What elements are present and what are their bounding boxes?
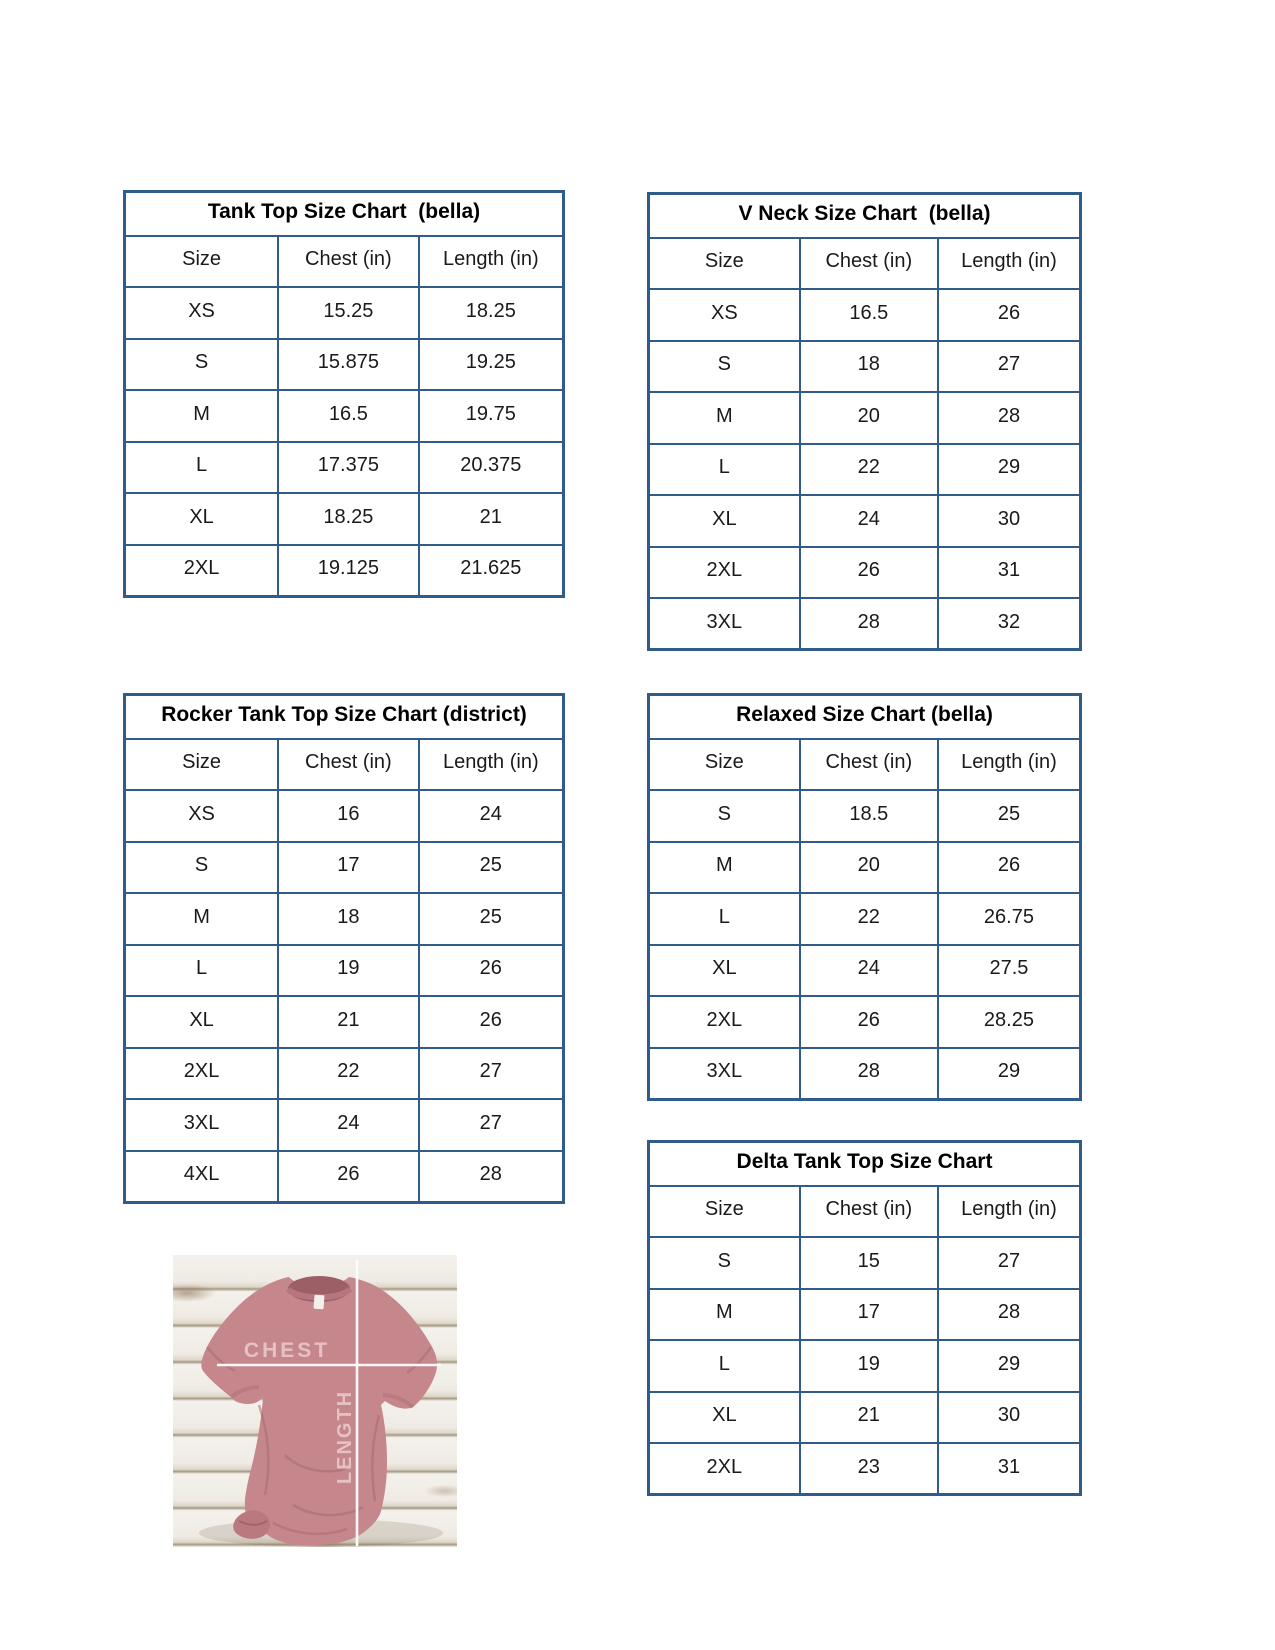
chest-cell: 18 [800,341,938,393]
delta-tank-top-row-m [649,1289,1081,1341]
delta-tank-top-header-row [649,1186,1081,1238]
size-cell: M [649,392,800,444]
relaxed-title-row [649,695,1081,739]
chest-cell: 24 [800,945,938,997]
length-cell: 19.25 [419,339,564,391]
rocker-tank-top-row-xs [125,790,564,842]
relaxed-row-3xl [649,1048,1081,1100]
v-neck-row-xl [649,495,1081,547]
size-cell: XL [125,493,279,545]
relaxed-table [647,693,1082,1101]
rocker-tank-top-row-m [125,893,564,945]
delta-tank-top-size-chart [647,1140,1082,1496]
relaxed-size-chart [647,693,1082,1101]
v-neck-size-chart [647,192,1082,651]
length-cell: 27.5 [938,945,1081,997]
size-cell: S [649,341,800,393]
tank-top-row-2xl [125,545,564,597]
tank-top-size-chart [123,190,565,598]
rocker-tank-top-table-title: Rocker Tank Top Size Chart (district) [125,695,564,739]
delta-tank-top-title-row [649,1142,1081,1186]
chest-cell: 22 [800,893,938,945]
length-cell: 30 [938,495,1081,547]
size-cell: 3XL [649,598,800,650]
length-cell: 28.25 [938,996,1081,1048]
length-cell: 26 [419,945,564,997]
size-cell: 4XL [125,1151,279,1203]
column-header-size: Size [649,238,800,290]
size-cell: M [125,893,279,945]
column-header-size: Size [649,1186,800,1238]
delta-tank-top-table-title: Delta Tank Top Size Chart [649,1142,1081,1186]
size-cell: L [649,1340,800,1392]
shirt-measurement-image [173,1255,457,1547]
length-cell: 27 [419,1099,564,1151]
length-cell: 26 [419,996,564,1048]
chest-cell: 24 [278,1099,418,1151]
size-cell: M [125,390,279,442]
length-cell: 28 [419,1151,564,1203]
chest-cell: 24 [800,495,938,547]
v-neck-table [647,192,1082,651]
rocker-tank-top-row-3xl [125,1099,564,1151]
chest-cell: 17 [800,1289,938,1341]
v-neck-row-s [649,341,1081,393]
size-cell: M [649,1289,800,1341]
column-header-size: Size [125,236,279,288]
relaxed-row-2xl [649,996,1081,1048]
neck-tag [314,1295,325,1310]
rocker-tank-top-header-row [125,739,564,791]
chest-cell: 22 [800,444,938,496]
chest-cell: 16.5 [800,289,938,341]
v-neck-title-row [649,194,1081,238]
tshirt-body [201,1277,437,1546]
length-cell: 24 [419,790,564,842]
size-cell: 3XL [125,1099,279,1151]
v-neck-table-title: V Neck Size Chart (bella) [649,194,1081,238]
chest-cell: 15 [800,1237,938,1289]
v-neck-row-m [649,392,1081,444]
length-cell: 29 [938,444,1081,496]
column-header-chest: Chest (in) [800,238,938,290]
column-header-chest: Chest (in) [800,739,938,791]
size-cell: XS [649,289,800,341]
delta-tank-top-row-2xl [649,1443,1081,1495]
relaxed-header-row [649,739,1081,791]
column-header-chest: Chest (in) [800,1186,938,1238]
rocker-tank-top-title-row [125,695,564,739]
relaxed-row-l [649,893,1081,945]
rocker-tank-top-row-xl [125,996,564,1048]
chest-cell: 22 [278,1048,418,1100]
rocker-tank-top-row-2xl [125,1048,564,1100]
size-cell: L [125,442,279,494]
rocker-tank-top-row-l [125,945,564,997]
tank-top-header-row [125,236,564,288]
column-header-length: Length (in) [938,1186,1081,1238]
length-cell: 28 [938,1289,1081,1341]
tank-top-title-row [125,192,564,236]
delta-tank-top-table [647,1140,1082,1496]
length-cell: 21 [419,493,564,545]
size-cell: XL [125,996,279,1048]
chest-cell: 28 [800,598,938,650]
delta-tank-top-row-xl [649,1392,1081,1444]
column-header-length: Length (in) [938,739,1081,791]
size-cell: L [649,893,800,945]
size-cell: 2XL [125,545,279,597]
tank-top-row-xl [125,493,564,545]
chest-cell: 23 [800,1443,938,1495]
rocker-tank-top-row-s [125,842,564,894]
chest-cell: 19 [278,945,418,997]
column-header-size: Size [125,739,279,791]
delta-tank-top-row-s [649,1237,1081,1289]
column-header-length: Length (in) [419,236,564,288]
size-cell: S [125,339,279,391]
length-label: LENGTH [334,1389,356,1485]
size-cell: S [649,1237,800,1289]
tank-top-row-l [125,442,564,494]
chest-cell: 15.875 [278,339,418,391]
v-neck-row-xs [649,289,1081,341]
relaxed-table-title: Relaxed Size Chart (bella) [649,695,1081,739]
column-header-chest: Chest (in) [278,236,418,288]
chest-cell: 20 [800,842,938,894]
chest-cell: 17.375 [278,442,418,494]
length-cell: 31 [938,547,1081,599]
size-cell: 2XL [649,547,800,599]
chest-cell: 26 [278,1151,418,1203]
chest-cell: 21 [278,996,418,1048]
relaxed-row-xl [649,945,1081,997]
rocker-tank-top-size-chart [123,693,565,1204]
length-cell: 27 [938,1237,1081,1289]
column-header-length: Length (in) [938,238,1081,290]
chest-cell: 18 [278,893,418,945]
size-cell: XL [649,495,800,547]
length-cell: 26.75 [938,893,1081,945]
length-cell: 30 [938,1392,1081,1444]
chest-cell: 15.25 [278,287,418,339]
size-cell: 3XL [649,1048,800,1100]
length-cell: 27 [419,1048,564,1100]
chest-cell: 16 [278,790,418,842]
tank-top-row-xs [125,287,564,339]
size-cell: XS [125,287,279,339]
length-cell: 26 [938,289,1081,341]
size-cell: S [649,790,800,842]
size-cell: M [649,842,800,894]
size-cell: 2XL [649,996,800,1048]
size-cell: S [125,842,279,894]
length-cell: 25 [938,790,1081,842]
column-header-size: Size [649,739,800,791]
chest-label: CHEST [243,1339,331,1362]
column-header-length: Length (in) [419,739,564,791]
rocker-tank-top-table [123,693,565,1204]
chest-cell: 18.25 [278,493,418,545]
length-cell: 28 [938,392,1081,444]
length-cell: 25 [419,893,564,945]
size-cell: L [125,945,279,997]
length-cell: 29 [938,1340,1081,1392]
size-cell: XS [125,790,279,842]
v-neck-header-row [649,238,1081,290]
chest-cell: 28 [800,1048,938,1100]
length-cell: 18.25 [419,287,564,339]
chest-cell: 26 [800,996,938,1048]
size-cell: XL [649,945,800,997]
relaxed-row-s [649,790,1081,842]
v-neck-row-l [649,444,1081,496]
tank-top-table-title: Tank Top Size Chart (bella) [125,192,564,236]
length-cell: 21.625 [419,545,564,597]
length-cell: 32 [938,598,1081,650]
tank-top-row-s [125,339,564,391]
size-cell: L [649,444,800,496]
chest-cell: 19.125 [278,545,418,597]
length-cell: 20.375 [419,442,564,494]
v-neck-row-2xl [649,547,1081,599]
size-cell: 2XL [649,1443,800,1495]
size-cell: 2XL [125,1048,279,1100]
length-cell: 25 [419,842,564,894]
relaxed-row-m [649,842,1081,894]
length-cell: 26 [938,842,1081,894]
length-cell: 19.75 [419,390,564,442]
size-cell: XL [649,1392,800,1444]
length-cell: 31 [938,1443,1081,1495]
tank-top-row-m [125,390,564,442]
rocker-tank-top-row-4xl [125,1151,564,1203]
column-header-chest: Chest (in) [278,739,418,791]
chest-cell: 21 [800,1392,938,1444]
chest-cell: 18.5 [800,790,938,842]
shirt-illustration [173,1255,457,1547]
length-cell: 29 [938,1048,1081,1100]
delta-tank-top-row-l [649,1340,1081,1392]
chest-cell: 16.5 [278,390,418,442]
v-neck-row-3xl [649,598,1081,650]
chest-cell: 20 [800,392,938,444]
tank-top-table [123,190,565,598]
length-cell: 27 [938,341,1081,393]
chest-cell: 26 [800,547,938,599]
chest-cell: 19 [800,1340,938,1392]
chest-cell: 17 [278,842,418,894]
